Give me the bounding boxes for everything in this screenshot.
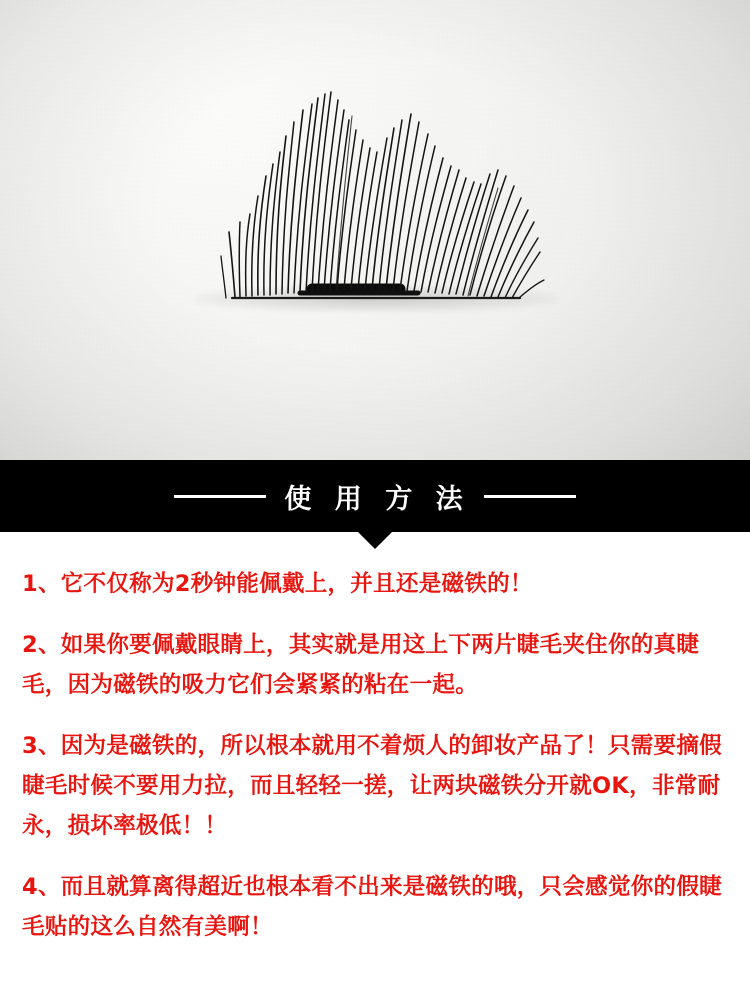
instruction-item-2: 2、如果你要佩戴眼睛上，其实就是用这上下两片睫毛夹住你的真睫毛，因为磁铁的吸力它们会紧紧的粘在一起。 [22,632,700,698]
photo-vignette [0,0,750,460]
instruction-item-3: 3、因为是磁铁的，所以根本就用不着烦人的卸妆产品了！只需要摘假睫毛时候不要用力拉，而且轻轻一搓，让两块磁铁分开就OK，非常耐永，损坏率极低！！ [22,733,722,839]
instruction-item-4: 4、而且就算离得超近也根本看不出来是磁铁的哦，只会感觉你的假睫毛贴的这么自然有美啊！ [22,874,722,940]
banner-rule-right [484,495,576,498]
instructions-list [0,532,750,963]
usage-banner [0,460,750,532]
product-photo [0,0,750,460]
banner-arrow-icon [358,532,392,549]
section-banner-wrapper [0,460,750,532]
banner-rule-left [174,495,266,498]
banner-title: 使 用 方 法 [284,483,470,515]
instruction-item-1: 1、它不仅称为2秒钟能佩戴上，并且还是磁铁的！ [22,571,533,597]
